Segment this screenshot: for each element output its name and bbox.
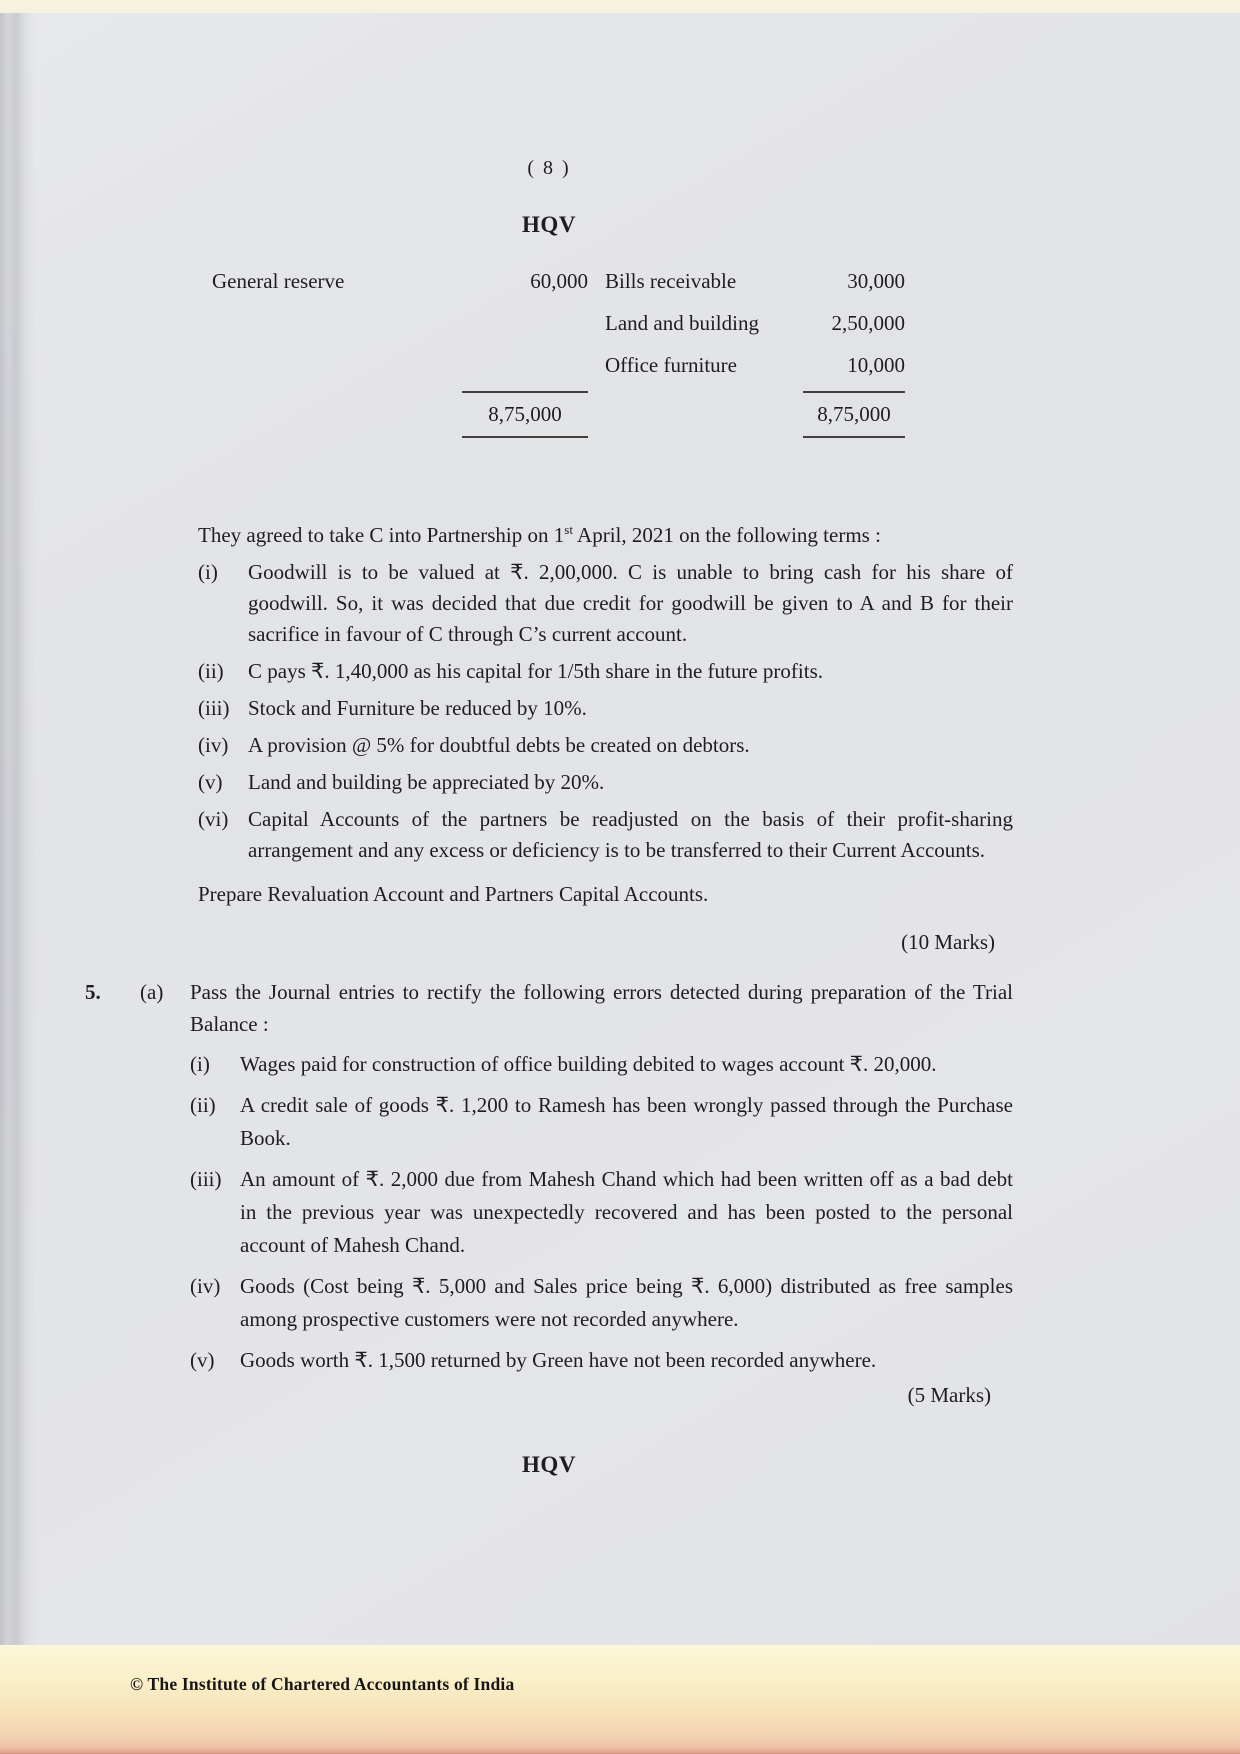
q4-intro-superscript: st <box>564 522 573 537</box>
scan-left-fold-shadow <box>0 13 36 1645</box>
liability-amount <box>462 344 588 386</box>
question-part: (a) <box>140 980 164 1004</box>
liability-amount <box>462 302 588 344</box>
q4-marks: (10 Marks) <box>901 930 995 954</box>
list-item <box>85 693 1013 724</box>
item-text: An amount of ₹. 2,000 due from Mahesh Chand which had been written off as a bad debt in the previous year was unexpectedly recovered and has been posted to the personal account of Mahesh Chand. <box>240 1167 1013 1257</box>
list-item <box>85 804 1013 866</box>
page-content <box>85 156 1013 1478</box>
question-number: 5. <box>85 980 101 1004</box>
column-gap <box>588 344 605 386</box>
list-item <box>85 730 1013 761</box>
item-text: Goodwill is to be valued at ₹. 2,00,000. C is unable to bring cash for his share of goodwill. So, it was decided that due credit for goodwill be given to A and B for their sacrifice in favour of C through C’s current account. <box>248 560 1013 646</box>
item-text: A credit sale of goods ₹. 1,200 to Ramesh has been wrongly passed through the Purchase Book. <box>240 1093 1013 1150</box>
item-label: (iv) <box>190 1274 221 1298</box>
liability-name <box>212 344 462 386</box>
list-item <box>85 1270 1013 1336</box>
liability-amount: 60,000 <box>530 269 588 293</box>
item-label: (iv) <box>198 733 229 757</box>
item-label: (ii) <box>190 1093 216 1117</box>
copyright-notice: © The Institute of Chartered Accountants of India <box>130 1674 515 1694</box>
item-label: (i) <box>198 560 218 584</box>
item-label: (ii) <box>198 659 224 683</box>
paper-code-footer: HQV <box>522 1452 576 1477</box>
item-text: Goods (Cost being ₹. 5,000 and Sales price being ₹. 6,000) distributed as free samples among prospective customers were not recorded anywhere. <box>240 1274 1013 1331</box>
total-left: 8,75,000 <box>462 391 588 438</box>
item-label: (i) <box>190 1052 210 1076</box>
item-text: A provision @ 5% for doubtful debts be created on debtors. <box>248 733 750 757</box>
q5-header <box>85 976 1013 1040</box>
q4-intro-prefix: They agreed to take C into Partnership on 1 <box>198 523 565 547</box>
item-label: (v) <box>198 770 223 794</box>
list-item <box>85 1163 1013 1262</box>
list-item <box>85 1344 1013 1377</box>
item-text: Capital Accounts of the partners be readjusted on the basis of their profit-sharing arrangement and any excess or deficiency is to be transferred to their Current Accounts. <box>248 807 1013 862</box>
column-gap <box>588 391 605 438</box>
table-row <box>85 260 1013 302</box>
liability-name <box>212 302 462 344</box>
item-text: Stock and Furniture be reduced by 10%. <box>248 696 587 720</box>
item-text: Land and building be appreciated by 20%. <box>248 770 605 794</box>
item-text: Goods worth ₹. 1,500 returned by Green have not been recorded anywhere. <box>240 1348 877 1372</box>
q5-items-list <box>85 1048 1013 1377</box>
asset-amount: 2,50,000 <box>831 311 905 335</box>
column-gap <box>588 260 605 302</box>
item-label: (vi) <box>198 807 229 831</box>
list-item <box>85 767 1013 798</box>
item-text: C pays ₹. 1,40,000 as his capital for 1/5th share in the future profits. <box>248 659 823 683</box>
list-item <box>85 557 1013 650</box>
list-item <box>85 1089 1013 1155</box>
spacer <box>605 391 803 438</box>
scan-top-edge <box>0 0 1240 13</box>
column-gap <box>588 302 605 344</box>
item-label: (iii) <box>198 696 230 720</box>
list-item <box>85 656 1013 687</box>
question-text: Pass the Journal entries to rectify the following errors detected during preparation of the Trial Balance : <box>190 980 1013 1036</box>
asset-amount: 30,000 <box>847 269 905 293</box>
table-row <box>85 344 1013 386</box>
q5-marks: (5 Marks) <box>907 1383 991 1407</box>
total-right: 8,75,000 <box>803 391 905 438</box>
total-left-cell <box>462 391 588 438</box>
q4-instruction: Prepare Revaluation Account and Partners Capital Accounts. <box>198 882 709 906</box>
item-label: (iii) <box>190 1167 222 1191</box>
item-text: Wages paid for construction of office building debited to wages account ₹. 20,000. <box>240 1052 937 1076</box>
asset-name: Land and building <box>605 311 759 335</box>
paper-code-header: HQV <box>522 212 576 237</box>
q4-intro-suffix: April, 2021 on the following terms : <box>572 523 881 547</box>
asset-amount: 10,000 <box>847 353 905 377</box>
asset-name: Office furniture <box>605 353 737 377</box>
balance-sheet-fragment <box>85 260 1013 438</box>
list-item <box>85 1048 1013 1081</box>
spacer <box>212 391 462 438</box>
scan-bottom-edge <box>0 1645 1240 1754</box>
liability-name: General reserve <box>212 269 345 293</box>
item-label: (v) <box>190 1348 215 1372</box>
page-number: ( 8 ) <box>527 157 571 179</box>
table-row <box>85 302 1013 344</box>
asset-name: Bills receivable <box>605 269 737 293</box>
q4-terms-list <box>85 557 1013 866</box>
table-totals-row <box>85 391 1013 438</box>
q4-intro-line <box>198 514 1013 551</box>
total-right-cell <box>803 391 905 438</box>
